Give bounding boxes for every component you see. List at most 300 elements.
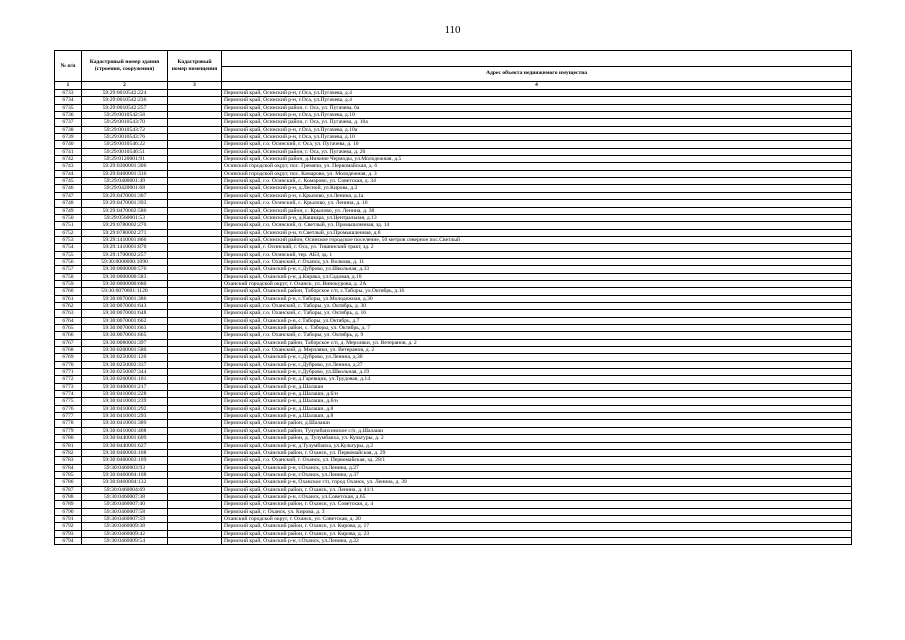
cadastral-premises-number xyxy=(168,222,222,229)
row-number: 6769 xyxy=(55,354,82,361)
table-row xyxy=(55,170,852,177)
column-number: 1 xyxy=(55,82,82,90)
cadastral-premises-number xyxy=(168,486,222,493)
table-row xyxy=(55,148,852,155)
table-row xyxy=(55,126,852,133)
row-number: 6774 xyxy=(55,391,82,398)
cadastral-building-number: 59:30:0410001:292 xyxy=(82,405,168,412)
row-number: 6773 xyxy=(55,383,82,390)
cadastral-building-number: 59:30:0260001:101 xyxy=(82,376,168,383)
address: Пермский край, Осинский р-н, п.Светлый, ул.Промышленная, д.8 xyxy=(222,229,852,236)
table-row xyxy=(55,288,852,295)
cadastral-premises-number xyxy=(168,119,222,126)
cadastral-building-number: 59:30:0460007:38 xyxy=(82,493,168,500)
cadastral-building-number: 59:29:0010546:22 xyxy=(82,141,168,148)
address: Пермский край, Осинский район, г. Оса, ул. Пугачева, д. 20 xyxy=(222,148,852,155)
cadastral-premises-number xyxy=(168,112,222,119)
row-number: 6767 xyxy=(55,339,82,346)
cadastral-building-number: 59:30:0410001:389 xyxy=(82,420,168,427)
address: Оханский городской округ, г. Оханск, ул. Винокурова, д. 2А xyxy=(222,280,852,287)
table-row xyxy=(55,310,852,317)
cadastral-building-number: 59:29:0010543:70 xyxy=(82,119,168,126)
column-number: 2 xyxy=(82,82,168,90)
header-cadastral-building: Кадастровый номер здания (строения, сооружения) xyxy=(82,51,168,82)
address: Пермский край, Оханский район, г. Оханск, ул. Советская, д. 4 xyxy=(222,501,852,508)
table-row xyxy=(55,192,852,199)
row-number: 6771 xyxy=(55,369,82,376)
cadastral-premises-number xyxy=(168,325,222,332)
cadastral-premises-number xyxy=(168,457,222,464)
cadastral-premises-number xyxy=(168,383,222,390)
table-row xyxy=(55,244,852,251)
cadastral-building-number: 59:29:0400001:316 xyxy=(82,170,168,177)
table-row xyxy=(55,413,852,420)
address: Пермский край, Оханский район, д. Тулумбаиха, ул. Культуры, д. 2 xyxy=(222,435,852,442)
cadastral-building-number: 59:30:0070001:648 xyxy=(82,310,168,317)
table-row xyxy=(55,515,852,522)
table-row xyxy=(55,435,852,442)
cadastral-premises-number xyxy=(168,310,222,317)
table-row xyxy=(55,302,852,309)
cadastral-building-number: 59:30:0000000:1090 xyxy=(82,258,168,265)
cadastral-premises-number xyxy=(168,398,222,405)
row-number: 6755 xyxy=(55,251,82,258)
cadastral-premises-number xyxy=(168,339,222,346)
cadastral-premises-number xyxy=(168,420,222,427)
table-row xyxy=(55,442,852,449)
cadastral-premises-number xyxy=(168,207,222,214)
table-row xyxy=(55,258,852,265)
table-row xyxy=(55,222,852,229)
table-header-row xyxy=(55,51,852,82)
table-row xyxy=(55,163,852,170)
cadastral-premises-number xyxy=(168,251,222,258)
cadastral-premises-number xyxy=(168,530,222,537)
table-row xyxy=(55,112,852,119)
address: Пермский край, Оханский район, г. Оханск, ул. Кирова, д. 17 xyxy=(222,523,852,530)
cadastral-premises-number xyxy=(168,170,222,177)
row-number: 6792 xyxy=(55,523,82,530)
table-row xyxy=(55,537,852,544)
row-number: 6794 xyxy=(55,537,82,544)
address: Пермский край, Оханский район, Таборское с/п, д. Мерзляки, ул. Ветеранов, д. 2 xyxy=(222,339,852,346)
row-number: 6765 xyxy=(55,325,82,332)
cadastral-building-number: 59:29:0420001:68 xyxy=(82,185,168,192)
cadastral-building-number: 59:30:0070001:1120 xyxy=(82,288,168,295)
cadastral-premises-number xyxy=(168,413,222,420)
row-number: 6763 xyxy=(55,310,82,317)
header-address: Адрес объекта недвижимого имущества xyxy=(485,70,588,77)
cadastral-building-number: 59:29:0120001:91 xyxy=(82,156,168,163)
row-number: 6790 xyxy=(55,508,82,515)
cadastral-building-number: 59:29:0780002:271 xyxy=(82,229,168,236)
address: Пермский край, Осинский р-н, г.Оса, ул.Пугачева, д.10а xyxy=(222,126,852,133)
cadastral-building-number: 59:30:0460007:58 xyxy=(82,508,168,515)
address: Оханский городской округ, г. Оханск, ул. Советская, д. 20 xyxy=(222,515,852,522)
table-row xyxy=(55,523,852,530)
table-row xyxy=(55,214,852,221)
row-number: 6746 xyxy=(55,185,82,192)
cadastral-premises-number xyxy=(168,178,222,185)
cadastral-premises-number xyxy=(168,442,222,449)
address: Пермский край, Оханский р-н, д.Шалаши xyxy=(222,383,852,390)
address: Пермский край, Оханский р-н, с.Дуброво, ул.Школьная, д.19 xyxy=(222,369,852,376)
table-row xyxy=(55,90,852,97)
row-number: 6776 xyxy=(55,405,82,412)
cadastral-building-number: 59:30:0410001:228 xyxy=(82,391,168,398)
table-row xyxy=(55,325,852,332)
address: Пермский край, г.о. Оханский, г. Оханск, ул. Волкова, д. 11 xyxy=(222,258,852,265)
cadastral-building-number: 59:29:0400001:49 xyxy=(82,178,168,185)
cadastral-premises-number xyxy=(168,354,222,361)
address: Пермский край, Осинский р-н, с.Крылово, ул.Ленина, д.1а xyxy=(222,192,852,199)
cadastral-building-number: 59:30:0460004:108 xyxy=(82,471,168,478)
cadastral-building-number: 59:29:0010542:224 xyxy=(82,90,168,97)
cadastral-building-number: 59:30:0070001:386 xyxy=(82,295,168,302)
row-number: 6737 xyxy=(55,119,82,126)
cadastral-building-number: 59:29:0010542:257 xyxy=(82,104,168,111)
row-number: 6788 xyxy=(55,493,82,500)
cadastral-premises-number xyxy=(168,258,222,265)
table-row xyxy=(55,317,852,324)
table-row xyxy=(55,251,852,258)
cadastral-building-number: 59:30:0440001:627 xyxy=(82,442,168,449)
row-number: 6757 xyxy=(55,266,82,273)
table-row xyxy=(55,185,852,192)
address: Пермский край, Оханский район, Таборское с/п, с.Таборы, ул.Октябрь, д.16 xyxy=(222,288,852,295)
address: Пермский край, Осинский р-н, д.Лесной, ул.Кирова, д.2 xyxy=(222,185,852,192)
cadastral-premises-number xyxy=(168,501,222,508)
cadastral-building-number: 59:30:0000000:583 xyxy=(82,273,168,280)
table-row xyxy=(55,266,852,273)
row-number: 6762 xyxy=(55,302,82,309)
cadastral-building-number: 59:30:0440001:609 xyxy=(82,435,168,442)
cadastral-premises-number xyxy=(168,148,222,155)
address: Пермский край, г. Осинский, г. Оса, ул. Тишинский тракт, зд. 2 xyxy=(222,244,852,251)
cadastral-premises-number xyxy=(168,317,222,324)
table-row xyxy=(55,332,852,339)
cadastral-building-number: 59:29:1410001:870 xyxy=(82,244,168,251)
table-row xyxy=(55,229,852,236)
row-number: 6791 xyxy=(55,515,82,522)
table-row xyxy=(55,207,852,214)
cadastral-building-number: 59:30:0070001:663 xyxy=(82,325,168,332)
cadastral-premises-number xyxy=(168,369,222,376)
cadastral-premises-number xyxy=(168,523,222,530)
table-row xyxy=(55,420,852,427)
cadastral-building-number: 59:30:0410001:293 xyxy=(82,413,168,420)
cadastral-premises-number xyxy=(168,361,222,368)
cadastral-premises-number xyxy=(168,376,222,383)
table-row xyxy=(55,405,852,412)
row-number: 6750 xyxy=(55,214,82,221)
row-number: 6751 xyxy=(55,222,82,229)
cadastral-building-number: 59:30:0250001:120 xyxy=(82,354,168,361)
cadastral-building-number: 59:30:0460009:42 xyxy=(82,530,168,537)
cadastral-premises-number xyxy=(168,280,222,287)
row-number: 6753 xyxy=(55,236,82,243)
cadastral-premises-number xyxy=(168,493,222,500)
table-row xyxy=(55,200,852,207)
table-body xyxy=(55,90,852,545)
address: Пермский край, Оханский район, с. Таборы, ул. Октябрь, д. 7 xyxy=(222,325,852,332)
header-cadastral-premises: Кадастровый номер помещения xyxy=(168,51,222,82)
row-number: 6772 xyxy=(55,376,82,383)
table-row xyxy=(55,104,852,111)
address: Пермский край, Оханский р-н, д.Тулумбаиха, ул.Культуры, д.2 xyxy=(222,442,852,449)
cadastral-building-number: 59:29:0780002:270 xyxy=(82,222,168,229)
address: Пермский край, Оханский р-н, д.Шалаши, д.8 xyxy=(222,413,852,420)
table-row xyxy=(55,141,852,148)
address: Пермский край, Оханский район, г. Оханск, ул. Кирова, д. 23 xyxy=(222,530,852,537)
row-number: 6740 xyxy=(55,141,82,148)
row-number: 6779 xyxy=(55,427,82,434)
cadastral-building-number: 59:29:0470001:307 xyxy=(82,192,168,199)
cadastral-premises-number xyxy=(168,97,222,104)
address: Пермский край, г.о. Осинский, п. Светлый, ул. Промышленная, зд. 14 xyxy=(222,222,852,229)
row-number: 6733 xyxy=(55,90,82,97)
cadastral-premises-number xyxy=(168,508,222,515)
cadastral-premises-number xyxy=(168,405,222,412)
row-number: 6760 xyxy=(55,288,82,295)
table-row xyxy=(55,178,852,185)
cadastral-building-number: 59:30:0250002:337 xyxy=(82,361,168,368)
address: Пермский край, Оханский р-н, д.Киряка, ул.Садовая, д.10 xyxy=(222,273,852,280)
row-number: 6748 xyxy=(55,200,82,207)
cadastral-building-number: 59:29:0010542:58 xyxy=(82,112,168,119)
cadastral-building-number: 59:30:0070001:665 xyxy=(82,332,168,339)
cadastral-building-number: 59:30:0460003:93 xyxy=(82,464,168,471)
address: Пермский край, Оханский р-н, д.Шалаши, д.б/н xyxy=(222,398,852,405)
property-table xyxy=(54,50,852,545)
table-row xyxy=(55,501,852,508)
cadastral-building-number: 59:29:0560001:53 xyxy=(82,214,168,221)
row-number: 6738 xyxy=(55,126,82,133)
row-number: 6761 xyxy=(55,295,82,302)
cadastral-building-number: 59:30:0000000:576 xyxy=(82,266,168,273)
table-row xyxy=(55,493,852,500)
address: Пермский край, г.о. Оханский, д. Мерзляки, ул. Ветеранов, д. 2 xyxy=(222,347,852,354)
table-row xyxy=(55,156,852,163)
table-row xyxy=(55,530,852,537)
cadastral-premises-number xyxy=(168,471,222,478)
address: Пермский край, г.о. Оханский, с. Таборы, ул. Октябрь, д. 16 xyxy=(222,310,852,317)
address: Пермский край, г.о. Осинский, с. Комарово, ул. Советская, д. 34 xyxy=(222,178,852,185)
table-row xyxy=(55,457,852,464)
cadastral-premises-number xyxy=(168,449,222,456)
address: Пермский край, Оханский р-н, д.Гаревщик, ул.Трудовая, д.14 xyxy=(222,376,852,383)
address: Пермский край, Оханский район, г. Оханск, ул. Ленина, д. 41/1 xyxy=(222,486,852,493)
cadastral-premises-number xyxy=(168,273,222,280)
cadastral-building-number: 59:30:0460003:109 xyxy=(82,457,168,464)
cadastral-building-number: 59:30:0200001:580 xyxy=(82,347,168,354)
address: Пермский край, Осинский район, г. Оса, ул. Пугачева, 6а xyxy=(222,104,852,111)
address: Пермский край, Осинский р-н, д.Кашкара, ул.Центральная, д.13 xyxy=(222,214,852,221)
address: Пермский край, Оханский р-н, Оханское г/п, город Оханск, ул. Ленина, д. 39 xyxy=(222,479,852,486)
row-number: 6778 xyxy=(55,420,82,427)
address: Пермский край, Оханский р-н, г.Оханск, ул.Советская, д.65 xyxy=(222,493,852,500)
table-row xyxy=(55,273,852,280)
address: Пермский край, Оханский р-н, с.Дуброво, ул.Ленина, д.27 xyxy=(222,361,852,368)
cadastral-premises-number xyxy=(168,288,222,295)
cadastral-premises-number xyxy=(168,435,222,442)
address: Пермский край, Осинский р-н, г.Оса, ул.Пугачева, д.10 xyxy=(222,134,852,141)
row-number: 6736 xyxy=(55,112,82,119)
address: Осинский городской округ, пос. Комарово, ул. Молодежная, д. 3 xyxy=(222,170,852,177)
cadastral-building-number: 59:30:0460003:108 xyxy=(82,449,168,456)
header-address-cell xyxy=(222,51,852,82)
cadastral-premises-number xyxy=(168,295,222,302)
address: Пермский край, Осинский р-н, г.Оса, ул.Пугачева, д.10 xyxy=(222,112,852,119)
table-row xyxy=(55,449,852,456)
row-number: 6745 xyxy=(55,178,82,185)
cadastral-premises-number xyxy=(168,229,222,236)
cadastral-building-number: 59:30:0070001:662 xyxy=(82,317,168,324)
table-row xyxy=(55,339,852,346)
row-number: 6784 xyxy=(55,464,82,471)
cadastral-premises-number xyxy=(168,464,222,471)
address: Пермский край, Оханский р-н, с.Дуброво, ул.Школьная, д.33 xyxy=(222,266,852,273)
cadastral-building-number: 59:30:0460009:38 xyxy=(82,523,168,530)
cadastral-building-number: 59:30:0410001:239 xyxy=(82,398,168,405)
address: Пермский край, Оханский р-н, д.Шалаши, д.б/н xyxy=(222,391,852,398)
table-column-number-row xyxy=(55,82,852,90)
cadastral-premises-number xyxy=(168,302,222,309)
cadastral-premises-number xyxy=(168,515,222,522)
row-number: 6741 xyxy=(55,148,82,155)
cadastral-premises-number xyxy=(168,200,222,207)
table-row xyxy=(55,391,852,398)
table-row xyxy=(55,471,852,478)
address: Пермский край, г.о. Оханский, с. Таборы, ул. Октябрь, д. 9 xyxy=(222,332,852,339)
address: Пермский край, г.о. Оханский, г. Оханск, ул. Первомайская, зд. 28/1 xyxy=(222,457,852,464)
address: Пермский край, Оханский район, Тулумбаихинское с/п, д.Шалаши xyxy=(222,427,852,434)
table-row xyxy=(55,369,852,376)
cadastral-building-number: 59:30:0400001:217 xyxy=(82,383,168,390)
cadastral-building-number: 59:30:0080001:397 xyxy=(82,339,168,346)
address: Пермский край, Осинский район, Осинское городское поселение, 50 метров северное пос.Светлый xyxy=(222,236,852,243)
table-row xyxy=(55,295,852,302)
cadastral-building-number: 59:30:0460009:54 xyxy=(82,537,168,544)
cadastral-building-number: 59:30:0460007:59 xyxy=(82,515,168,522)
row-number: 6766 xyxy=(55,332,82,339)
cadastral-building-number: 59:29:0010542:236 xyxy=(82,97,168,104)
cadastral-building-number: 59:29:1410001:866 xyxy=(82,236,168,243)
cadastral-premises-number xyxy=(168,332,222,339)
row-number: 6744 xyxy=(55,170,82,177)
address: Пермский край, Оханский район, д.Шалаши xyxy=(222,420,852,427)
row-number: 6764 xyxy=(55,317,82,324)
cadastral-premises-number xyxy=(168,185,222,192)
row-number: 6770 xyxy=(55,361,82,368)
address: Пермский край, Оханский р-н, г.Оханск, ул.Ленина, д.22 xyxy=(222,537,852,544)
address: Пермский край, Осинский район, г. Оса, ул. Пугачева, д. 10а xyxy=(222,119,852,126)
row-number: 6742 xyxy=(55,156,82,163)
address: Пермский край, Оханский р-н, г.Оханск, ул.Ленина, д.37 xyxy=(222,471,852,478)
table-row xyxy=(55,398,852,405)
address: Пермский край, Оханский р-н, с.Таборы, ул.Молодежная, д.30 xyxy=(222,295,852,302)
cadastral-premises-number xyxy=(168,266,222,273)
cadastral-premises-number xyxy=(168,192,222,199)
cadastral-premises-number xyxy=(168,156,222,163)
cadastral-premises-number xyxy=(168,126,222,133)
table-row xyxy=(55,427,852,434)
cadastral-building-number: 59:30:0250007:344 xyxy=(82,369,168,376)
row-number: 6756 xyxy=(55,258,82,265)
address: Осинский городской округ, пос. Гремячи, ул. Первомайская, д. 6 xyxy=(222,163,852,170)
cadastral-building-number: 59:30:0460004:132 xyxy=(82,479,168,486)
row-number: 6785 xyxy=(55,471,82,478)
column-number: 3 xyxy=(168,82,222,90)
cadastral-building-number: 59:30:0000000:680 xyxy=(82,280,168,287)
row-number: 6787 xyxy=(55,486,82,493)
header-num: № п/п xyxy=(55,51,82,82)
row-number: 6734 xyxy=(55,97,82,104)
cadastral-building-number: 59:30:0460007:40 xyxy=(82,501,168,508)
row-number: 6789 xyxy=(55,501,82,508)
cadastral-building-number: 59:30:0460004:69 xyxy=(82,486,168,493)
row-number: 6780 xyxy=(55,435,82,442)
cadastral-premises-number xyxy=(168,236,222,243)
row-number: 6735 xyxy=(55,104,82,111)
address: Пермский край, Оханский р-н, г.Оханск, ул.Ленина, д.27 xyxy=(222,464,852,471)
row-number: 6747 xyxy=(55,192,82,199)
cadastral-premises-number xyxy=(168,479,222,486)
address: Пермский край, г.о. Осинский, с. Крылово, ул. Ленина, д. 16 xyxy=(222,200,852,207)
cadastral-building-number: 59:29:0010543:72 xyxy=(82,126,168,133)
cadastral-premises-number xyxy=(168,163,222,170)
cadastral-building-number: 59:29:0300001:306 xyxy=(82,163,168,170)
cadastral-premises-number xyxy=(168,141,222,148)
cadastral-premises-number xyxy=(168,134,222,141)
row-number: 6782 xyxy=(55,449,82,456)
page-number: 110 xyxy=(444,24,461,36)
address: Пермский край, Оханский район, г. Оханск, ул. Первомайская, д. 29 xyxy=(222,449,852,456)
row-number: 6758 xyxy=(55,273,82,280)
row-number: 6786 xyxy=(55,479,82,486)
cadastral-premises-number xyxy=(168,90,222,97)
row-number: 6754 xyxy=(55,244,82,251)
address: Пермский край, Оханский р-н, с.Дуброво, ул.Ленина, д.30 xyxy=(222,354,852,361)
cadastral-premises-number xyxy=(168,214,222,221)
row-number: 6752 xyxy=(55,229,82,236)
cadastral-building-number: 59:30:0410001:408 xyxy=(82,427,168,434)
table-row xyxy=(55,119,852,126)
cadastral-premises-number xyxy=(168,347,222,354)
address: Пермский край, Оханский р-н, с.Таборы, ул.Октябрь, д.7 xyxy=(222,317,852,324)
cadastral-building-number: 59:29:0470001:393 xyxy=(82,200,168,207)
row-number: 6739 xyxy=(55,134,82,141)
address: Пермский край, г.о. Оханский, с. Таборы, ул. Октябрь, д. 30 xyxy=(222,302,852,309)
table-row xyxy=(55,347,852,354)
table-row xyxy=(55,486,852,493)
address: Пермский край, Оханский р-н, д.Шалаши, д.8 xyxy=(222,405,852,412)
row-number: 6775 xyxy=(55,398,82,405)
row-number: 6743 xyxy=(55,163,82,170)
cadastral-premises-number xyxy=(168,391,222,398)
address: Пермский край, Осинский р-н, г.Оса, ул.Пугачева, д.4 xyxy=(222,90,852,97)
cadastral-building-number: 59:29:0470002:586 xyxy=(82,207,168,214)
row-number: 6768 xyxy=(55,347,82,354)
table-row xyxy=(55,280,852,287)
cadastral-premises-number xyxy=(168,104,222,111)
table-row xyxy=(55,376,852,383)
address: Пермский край, Осинский р-н, г.Оса, ул.Пугачева, д.4 xyxy=(222,97,852,104)
table-row xyxy=(55,479,852,486)
row-number: 6793 xyxy=(55,530,82,537)
table-row xyxy=(55,97,852,104)
table-row xyxy=(55,383,852,390)
